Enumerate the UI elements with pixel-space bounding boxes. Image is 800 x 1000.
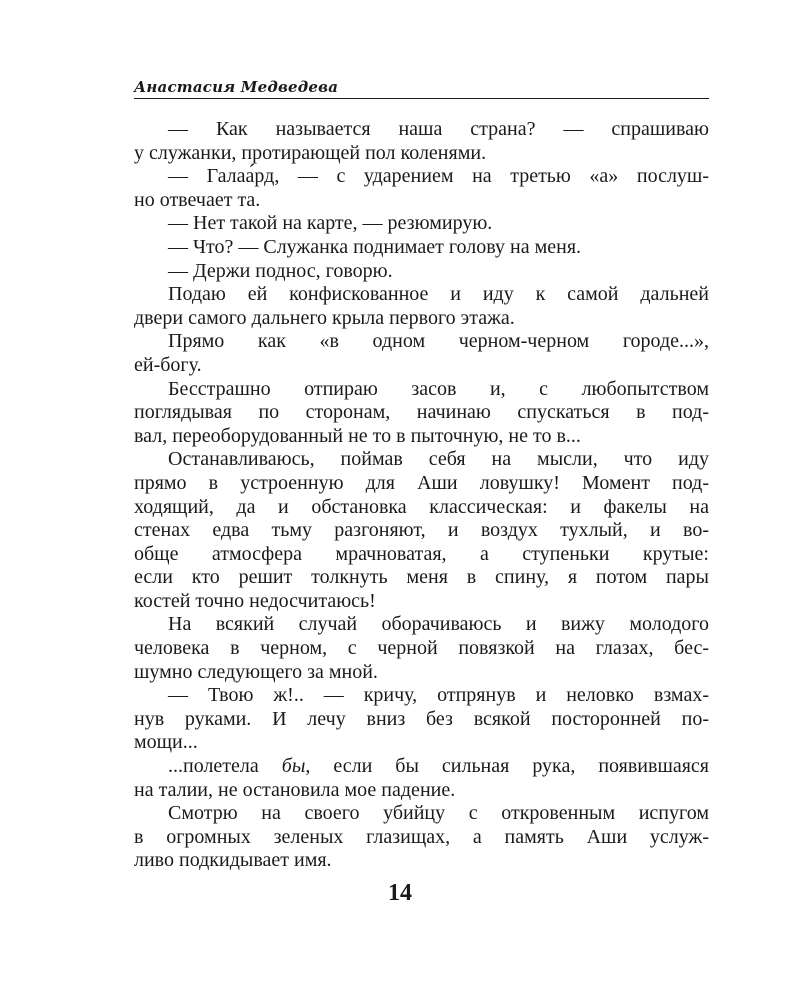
paragraph <box>134 165 709 212</box>
paragraph <box>134 330 709 377</box>
text-line: у служанки, протирающей пол коленями. <box>134 141 487 164</box>
body-text <box>134 118 709 873</box>
paragraph <box>134 378 709 449</box>
text-line: на талии, не остановила мое падение. <box>134 778 456 801</box>
text-line: шумно следующего за мной. <box>134 660 378 683</box>
text-line: — Что? — Служанка поднимает голову на меня. <box>168 235 582 258</box>
text-line: — Держи поднос, говорю. <box>168 259 393 282</box>
text-line: Прямо как «в одном черном-черном городе...», <box>168 330 709 353</box>
text-line: ей-богу. <box>134 353 202 376</box>
text-line: — Нет такой на карте, — резюмирую. <box>168 212 493 235</box>
paragraph <box>134 684 709 755</box>
text-line: На всякий случай оборачиваюсь и вижу молодого <box>168 613 709 636</box>
text-fragment: ...полетела <box>168 755 282 778</box>
text-line: — Твою ж!.. — кричу, отпрянув и неловко взмах- <box>168 684 709 707</box>
text-line: — Галаа́рд, — с ударением на третью «а» послуш- <box>168 165 709 188</box>
paragraph <box>134 755 709 802</box>
paragraph <box>134 236 709 260</box>
paragraph <box>134 613 709 684</box>
text-line: поглядывая по сторонам, начинаю спускаться в под- <box>134 401 709 424</box>
paragraph <box>134 283 709 330</box>
text-line: ливо подкидывает имя. <box>134 849 332 872</box>
text-line: если кто решит толкнуть меня в спину, я потом пары <box>134 566 709 589</box>
paragraph <box>134 212 709 236</box>
text-line: костей точно недосчитаюсь! <box>134 589 376 612</box>
text-line: мощи... <box>134 731 198 754</box>
paragraph <box>134 802 709 873</box>
page-number: 14 <box>388 880 412 906</box>
text-line: Подаю ей конфискованное и иду к самой дальней <box>168 283 709 306</box>
text-line: прямо в устроенную для Аши ловушку! Момент под- <box>134 471 709 494</box>
text-line: Останавливаюсь, поймав себя на мысли, что иду <box>168 448 709 471</box>
text-line: двери самого дальнего крыла первого этажа. <box>134 306 515 329</box>
text-line: вал, переоборудованный не то в пыточную, не то в... <box>134 424 581 447</box>
text-fragment: , если бы сильная рука, появившаяся <box>305 755 709 778</box>
header-rule <box>134 98 709 99</box>
paragraph <box>134 260 709 284</box>
text-line: в огромных зеленых глазищах, а память Аши услуж- <box>134 825 709 848</box>
paragraph <box>134 118 709 165</box>
italic-word: бы <box>281 755 306 778</box>
text-line: обще атмосфера мрачноватая, а ступеньки крутые: <box>134 542 709 565</box>
text-line: Бесстрашно отпираю засов и, с любопытством <box>168 377 709 400</box>
text-line: ходящий, да и обстановка классическая: и факелы на <box>134 495 709 518</box>
text-line: человека в черном, с черной повязкой на глазах, бес- <box>134 637 709 660</box>
text-line: но отвечает та. <box>134 188 261 211</box>
text-line: Смотрю на своего убийцу с откровенным испугом <box>168 802 709 825</box>
text-line: — Как называется наша страна? — спрашиваю <box>168 118 709 140</box>
running-head-author: Анастасия Медведева <box>134 78 339 96</box>
text-line: нув руками. И лечу вниз без всякой посторонней по- <box>134 707 709 730</box>
paragraph <box>134 448 709 613</box>
text-line: стенах едва тьму разгоняют, и воздух тухлый, и во- <box>134 519 709 542</box>
text-line <box>134 755 709 779</box>
